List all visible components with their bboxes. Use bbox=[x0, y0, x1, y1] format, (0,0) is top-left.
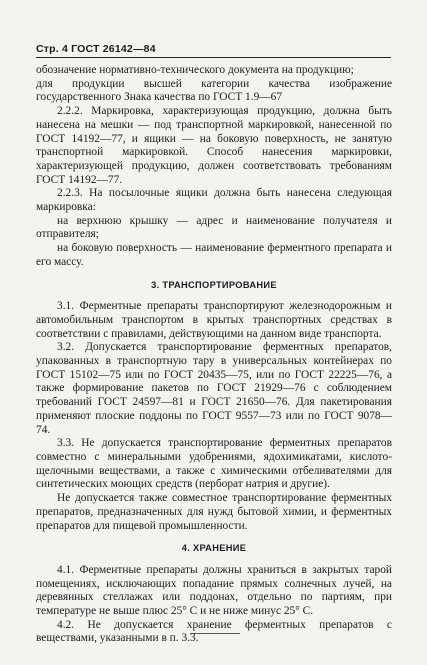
page-body bbox=[36, 64, 392, 646]
header-rule bbox=[36, 57, 391, 58]
paragraph-2-2-2: 2.2.2. Маркировка, характеризующая продукцию, должна быть нанесена на мешки — под транспортной маркировкой, нанесенной по ГОСТ 14192—77, и ящики — на боковую поверхность, не занятую транспортной маркировкой. Способ нанесения маркировки, характеризующей продукцию, должен соответствовать требованиям ГОСТ 14192—77. bbox=[36, 105, 392, 186]
section-heading-transport: 3. ТРАНСПОРТИРОВАНИЕ bbox=[151, 279, 277, 290]
paragraph-quality-mark: для продукции высшей категории качества изображение государственного Знака качества по ГОСТ 1.9—67 bbox=[36, 77, 392, 104]
footer-rule bbox=[190, 633, 240, 634]
paragraph-3-3-cont: Не допускается также совместное транспортирование ферментных препаратов, предназначенных для нужд бытовой химии, и ферментных препаратов для пищевой промышленности. bbox=[36, 492, 392, 532]
paragraph-2-2-3: 2.2.3. На посылочные ящики должна быть нанесена следующая маркировка: bbox=[36, 187, 392, 214]
paragraph-3-2: 3.2. Допускается транспортирование ферментных препаратов, упакованных в транспортную тару в универсальных контейнерах по ГОСТ 15102—75 или по ГОСТ 20435—75, или по ГОСТ 22225—76, а также формирование пакетов по ГОСТ 21929—76 с соблюдением требований ГОСТ 24597—81 и ГОСТ 21650—76. Для пакетирования применяют плоские поддоны по ГОСТ 9557—73 или по ГОСТ 9078—74. bbox=[36, 341, 392, 436]
page-header: Стр. 4 ГОСТ 26142—84 bbox=[36, 43, 156, 55]
paragraph-4-1: 4.1. Ферментные препараты должны храниться в закрытых тарой помещениях, исключающих попадание прямых солнечных лучей, на деревянных стеллажах или поддонах, отдельно по партиям, при температуре не выше плюс 25° С и не ниже минус 25° С. bbox=[36, 563, 392, 618]
paragraph-3-3: 3.3. Не допускается транспортирование ферментных препаратов совместно с минеральными удобрениями, ядохимикатами, кислото-щелочными веществами, а также с химическими отбеливателями для синтетических моющих средств (перборат натрия и другие). bbox=[36, 437, 392, 491]
paragraph-side-surface: на боковую поверхность — наименование ферментного препарата и его массу. bbox=[36, 242, 392, 268]
paragraph-top-lid: на верхнюю крышку — адрес и наименование получателя и отправителя; bbox=[36, 214, 392, 241]
paragraph-3-1: 3.1. Ферментные препараты транспортируют железнодорожным и автомобильным транспортом в крытых транспортных средствах в соответствии с правилами, действующими на данном виде транспорта. bbox=[36, 300, 392, 340]
paragraph-4-2: 4.2. Не допускается хранение ферментных препаратов с веществами, указанными в п. 3.3. bbox=[36, 618, 392, 645]
section-heading-storage: 4. ХРАНЕНИЕ bbox=[181, 543, 247, 554]
paragraph-designation: обозначение нормативно-технического документа на продукцию; bbox=[36, 64, 354, 76]
